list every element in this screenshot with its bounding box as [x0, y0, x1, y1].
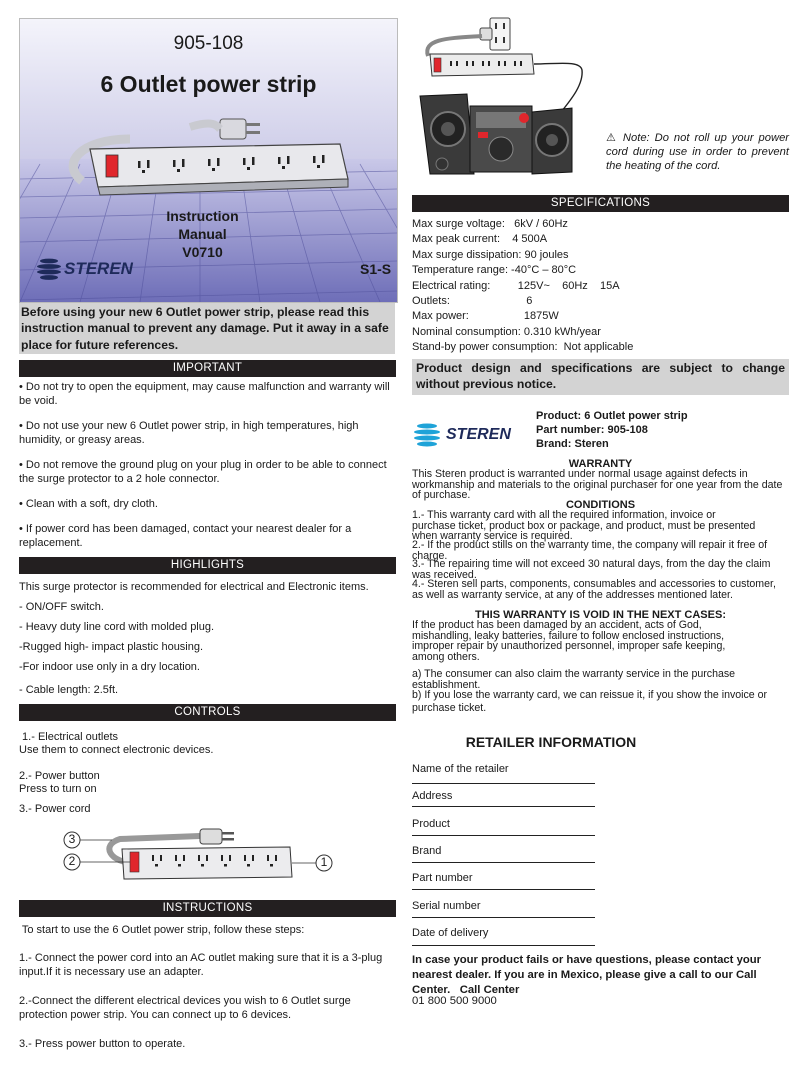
control-3-title: 3.- Power cord	[19, 803, 91, 815]
controls-header: CONTROLS	[19, 704, 396, 721]
warning-icon: ⚠	[606, 132, 618, 144]
instruction-step: 1.- Connect the power cord into an AC outlet making sure that it is a 3-plug input.If it is necessary use an adapter.	[19, 952, 383, 978]
instructions-intro: To start to use the 6 Outlet power strip, follow these steps:	[19, 924, 305, 936]
void-title: THIS WARRANTY IS VOID IN THE NEXT CASES:	[475, 609, 726, 621]
retailer-field-line	[412, 806, 595, 807]
conditions-title: CONDITIONS	[565, 499, 636, 511]
retailer-field-label: Name of the retailer	[412, 763, 509, 775]
notice-box: Product design and specifications are subject to change without previous notice.	[412, 359, 789, 395]
spec-line: Stand-by power consumption: Not applicable	[412, 341, 634, 354]
important-item: • Do not try to open the equipment, may cause malfunction and warranty will be void.	[19, 381, 390, 407]
retailer-field-label: Brand	[412, 845, 442, 857]
control-1-title: 1.- Electrical outlets	[19, 731, 119, 743]
retailer-field-line	[412, 783, 595, 784]
spec-line: Temperature range: -40°C – 80°C	[412, 264, 577, 277]
power-strip-diagram	[60, 823, 340, 889]
important-item: • Clean with a soft, dry cloth.	[19, 498, 158, 510]
retailer-field-line	[412, 862, 595, 863]
important-item: • Do not remove the ground plug on your plug in order to be able to connect the surge protector to a 2 hole connector.	[19, 459, 387, 485]
control-1-text: Use them to connect electronic devices.	[19, 744, 214, 756]
retailer-field-line	[412, 835, 595, 836]
warranty-extra-b: b) If you lose the warranty card, we can reissue it, if you show the invoice or purchase ticket.	[412, 689, 768, 715]
spec-line: Nominal consumption: 0.310 kWh/year	[412, 325, 601, 338]
highlight-item: -Rugged high- impact plastic housing.	[19, 641, 204, 653]
instruction-step: 3.- Press power button to operate.	[19, 1038, 186, 1050]
usage-illustration	[412, 14, 597, 184]
retailer-title: RETAILER INFORMATION	[465, 734, 637, 750]
warranty-text: This Steren product is warranted under normal usage against defects in workmanship and materials to the original purchaser for one year from the date of purchase.	[412, 468, 783, 502]
retailer-field-label: Serial number	[412, 900, 481, 912]
spec-line: Outlets: 6	[412, 295, 533, 308]
steren-logo-icon	[36, 258, 62, 280]
stereo-illustration	[412, 14, 597, 184]
note-block	[606, 131, 789, 173]
warranty-title: WARRANTY	[568, 458, 633, 470]
control-2-text: Press to turn on	[19, 783, 97, 795]
retailer-field-line	[412, 917, 595, 918]
important-item: • Do not use your new 6 Outlet power strip, in high temperatures, high humidity, or greasy areas.	[19, 420, 359, 446]
retailer-field-label: Date of delivery	[412, 927, 489, 939]
highlight-item: This surge protector is recommended for electrical and Electronic items.	[19, 581, 369, 593]
spec-line: Max surge dissipation: 90 joules	[412, 248, 569, 261]
spec-line: Max power: 1875W	[412, 310, 559, 323]
highlight-item: - ON/OFF switch.	[19, 601, 104, 613]
callout-1: 1	[320, 855, 328, 869]
condition-item: 4.- Steren sell parts, components, consumables and accessories to customer, as well as warranty service, at any of the addresses mentioned later.	[412, 578, 776, 601]
retailer-field-label: Address	[412, 790, 453, 802]
important-header: IMPORTANT	[19, 360, 396, 377]
void-text: If the product has been damaged by an accident, acts of God, mishandling, leaky batteries, failure to follow enclosed instructions, improper repair by unauthorized personnel, improper safe keeping, among others.	[412, 619, 726, 663]
spec-line: Max surge voltage: 6kV / 60Hz	[412, 218, 568, 230]
product-logo	[413, 423, 533, 447]
control-2-title: 2.- Power button	[19, 770, 100, 782]
callout-3: 3	[68, 832, 76, 846]
steren-logo-icon	[413, 423, 441, 447]
important-item: • If power cord has been damaged, contact your nearest dealer for a replacement.	[19, 523, 352, 549]
instruction-step: 2.-Connect the different electrical devices you wish to 6 Outlet surge protection power strip. You can connect up to 6 devices.	[19, 995, 351, 1021]
spec-line: Electrical rating: 125V~ 60Hz 15A	[412, 279, 620, 292]
spec-list	[412, 217, 789, 356]
product-info: Product: 6 Outlet power strip Part number: 905-108 Brand: Steren	[536, 410, 688, 450]
callout-2: 2	[68, 854, 76, 868]
steren-logo	[36, 257, 156, 281]
contact-phone: 01 800 500 9000	[412, 995, 497, 1007]
cover-title: 6 Outlet power strip	[100, 71, 317, 97]
spec-line: Max peak current: 4 500A	[412, 233, 548, 246]
manual-label: Instruction Manual V0710	[166, 208, 239, 260]
highlight-item: - Cable length: 2.5ft.	[19, 684, 119, 696]
warranty-extra-a: a) The consumer can also claim the warranty service in the purchase establishment.	[412, 668, 736, 691]
retailer-field-label: Part number	[412, 872, 473, 884]
condition-item: 2.- If the product stills on the warranty time, the company will repair it free of charge.	[412, 539, 768, 562]
retailer-field-line	[412, 889, 595, 890]
retailer-field-label: Product	[412, 818, 450, 830]
cover-box	[19, 18, 398, 303]
highlight-item: - Heavy duty line cord with molded plug.	[19, 621, 215, 633]
condition-item: 3.- The repairing time will not exceed 30 natural days, from the day the claim was received.	[412, 558, 771, 581]
model-number: 905-108	[173, 33, 244, 54]
retailer-field-line	[412, 945, 595, 946]
specifications-header: SPECIFICATIONS	[412, 195, 789, 212]
highlights-header: HIGHLIGHTS	[19, 557, 396, 574]
series-code: S1-S	[360, 261, 392, 277]
condition-item: 1.- This warranty card with all the required information, invoice or purchase ticket, product box or package, and product, must be presented when warranty service is required.	[412, 509, 756, 543]
steren-wordmark: STEREN	[446, 426, 511, 443]
controls-diagram	[60, 823, 340, 889]
note-text: Note: Do not roll up your power cord during use in order to prevent the heating of the cord.	[606, 132, 790, 172]
instructions-header: INSTRUCTIONS	[19, 900, 396, 917]
steren-wordmark: STEREN	[64, 259, 133, 278]
contact-text: In case your product fails or have questions, please contact your nearest dealer. If you are in Mexico, please give a call to our Call Center. Call Center	[412, 954, 765, 997]
highlight-item: -For indoor use only in a dry location.	[19, 661, 200, 673]
intro-box: Before using your new 6 Outlet power strip, please read this instruction manual to prevent any damage. Put it away in a safe place for future references.	[19, 303, 395, 354]
